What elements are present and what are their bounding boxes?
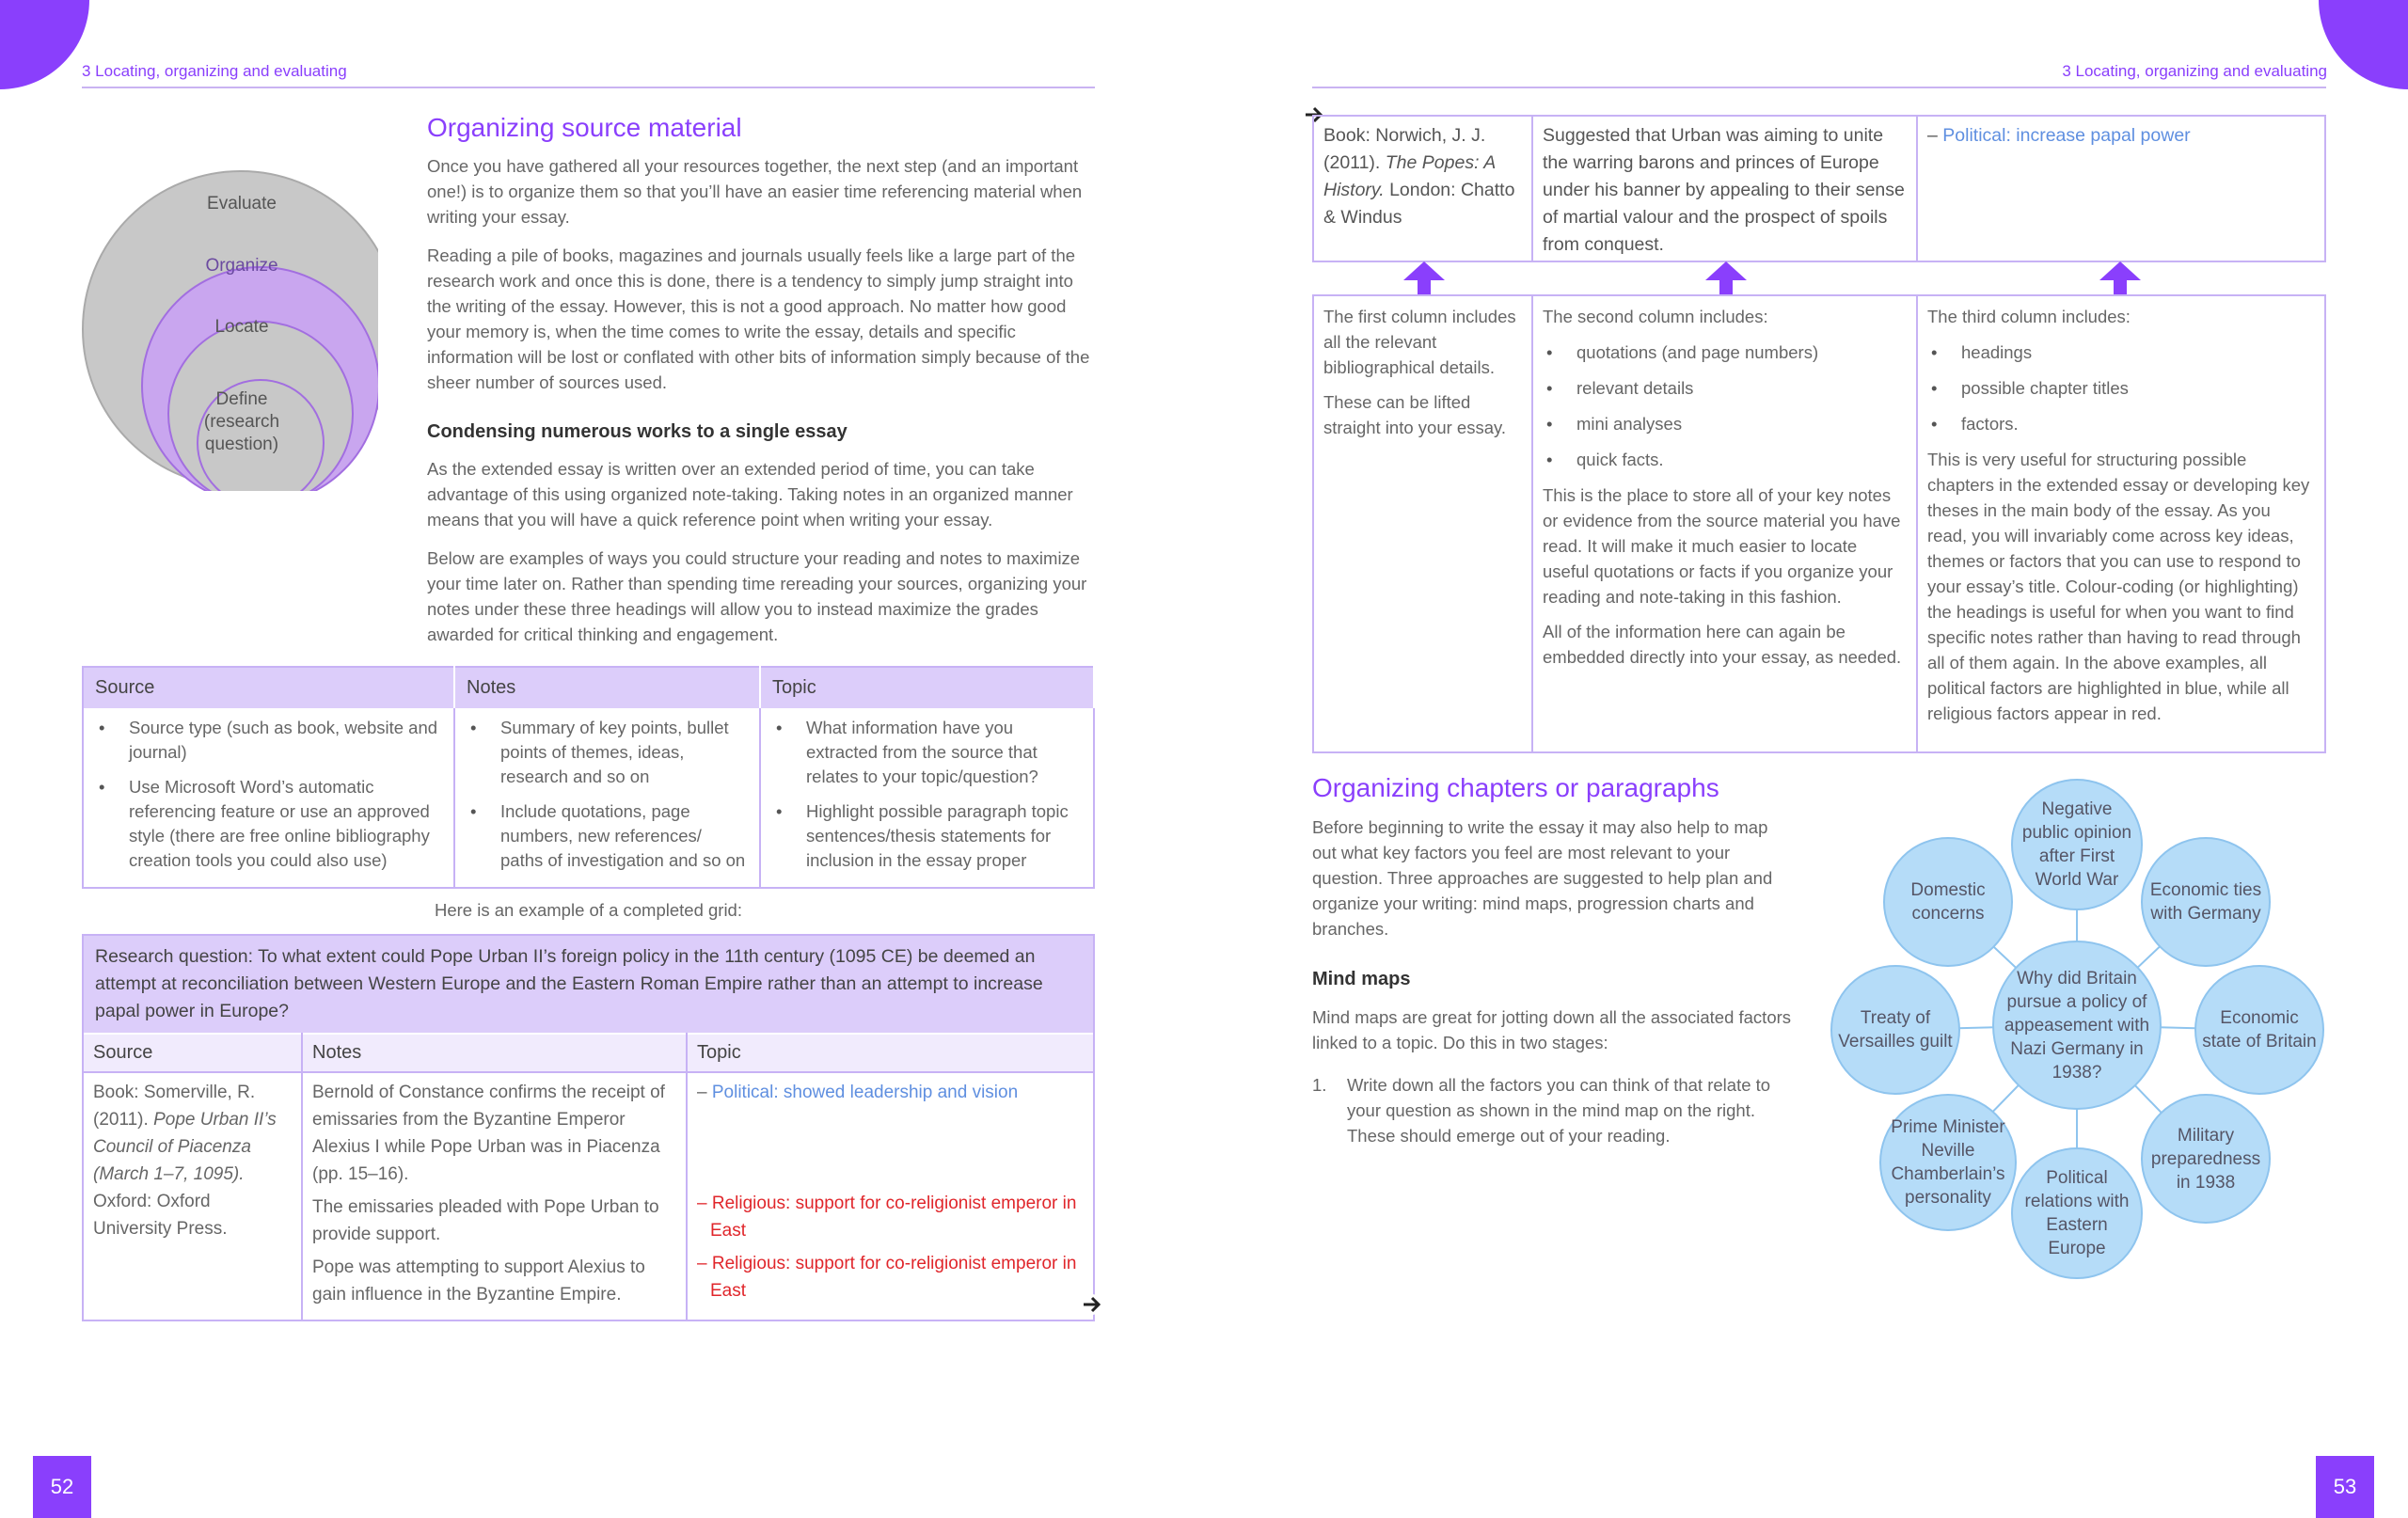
list-item: • Highlight possible paragraph topic sentences/thesis statements for inclusion in the essay proper (772, 799, 1082, 873)
topic-dash: – (697, 1254, 712, 1273)
example-grid (82, 934, 1095, 1321)
table-cell (83, 708, 454, 888)
list-item: • factors. (1927, 411, 2315, 436)
list-item: • headings (1927, 340, 2315, 365)
list-item-text: Write down all the factors you can think of that relate to your question as shown in the mind map on the right. These should emerge out of your reading. (1347, 1075, 1771, 1146)
topic-label: Political: increase papal power (1942, 125, 2191, 146)
condensing-text (427, 456, 1097, 660)
paragraph: Once you have gathered all your resources together, the next step (and an important one!) is to organize them so that you’ll have an easier time referencing material when writing your essay. (427, 156, 1083, 227)
list-item: • relevant details (1543, 375, 1907, 401)
up-arrow-icon (1403, 261, 1445, 280)
source-title: Pope Urban II’s Council of Piacenza (March 1–7, 1095). (93, 1110, 277, 1184)
column-intro: The second column includes: (1543, 307, 1768, 326)
example-grid-continued (1312, 115, 2326, 262)
topic-dash: – (697, 1083, 712, 1102)
topic-label: Religious: support for co-religionist emperor in East (710, 1194, 1077, 1241)
ring-label-define: Define (research question) (203, 389, 280, 454)
column-header-notes: Notes (302, 1034, 687, 1072)
explanation-column-1 (1313, 295, 1532, 752)
mind-map-center: Why did Britain pursue a policy of appeasement with Nazi Germany in 1938? (1992, 941, 2162, 1110)
page-number-right: 53 (2316, 1456, 2374, 1518)
mind-map-node: Economic ties with Germany (2141, 837, 2271, 967)
paragraph: The first column includes all the relevant bibliographical details. (1323, 307, 1516, 377)
topic-label: Religious: support for co-religionist emperor in East (710, 1254, 1077, 1301)
subheading-mind-maps: Mind maps (1312, 969, 1411, 989)
note: The emissaries pleaded with Pope Urban to provide support. (312, 1197, 659, 1244)
source-publisher: Oxford: Oxford University Press. (93, 1192, 228, 1239)
topic-religious (697, 1250, 1084, 1305)
table-cell (760, 708, 1094, 888)
ring-label-evaluate: Evaluate (207, 194, 277, 213)
explanation-column-2 (1532, 295, 1917, 752)
paragraph: All of the information here can again be embedded directly into your essay, as needed. (1543, 622, 1902, 667)
paragraph: Below are examples of ways you could structure your reading and notes to maximize your time later on. Rather than spending time rereading your sources, organizing your notes under these three headings will allow you to instead maximize the grades awarded for critical thinking and engagement. (427, 548, 1087, 644)
header-rule-right (1312, 87, 2326, 88)
mind-map-node: Prime Minister Neville Chamberlain’s personality (1879, 1094, 2017, 1231)
list-item: • Include quotations, page numbers, new references/ paths of investigation and so on (467, 799, 748, 873)
mind-maps-text: Mind maps are great for jotting down all the associated factors linked to a topic. Do this in two stages: (1312, 1007, 1792, 1052)
intro-text (427, 153, 1097, 408)
research-question-label: Research question: (95, 946, 254, 967)
list-item: • Source type (such as book, website and journal) (95, 716, 442, 765)
source-text: Book: Norwich, J. J. (2011). (1323, 125, 1486, 173)
mind-map-node: Economic state of Britain (2194, 965, 2324, 1095)
column-intro: The third column includes: (1927, 307, 2131, 326)
page-number-left: 52 (33, 1456, 91, 1518)
up-arrow-stem (2114, 279, 2127, 294)
structure-table (82, 666, 1095, 889)
ring-label-locate: Locate (214, 317, 269, 337)
list-item: • quick facts. (1543, 447, 1907, 472)
up-arrow-stem (1719, 279, 1733, 294)
paragraph: As the extended essay is written over an extended period of time, you can take advantage of this using organized note-taking. Taking notes in an organized manner means that you will have a quick reference point when writing your essay. (427, 459, 1073, 530)
research-question-text: To what extent could Pope Urban II’s foreign policy in the 11th century (1095 CE) be deemed an attempt at reconciliation between Western Europe and the Eastern Roman Empire rather than an attempt to increase papal power in Europe? (95, 946, 1043, 1021)
column-header-source: Source (84, 1034, 302, 1072)
up-arrow-icon (2099, 261, 2141, 280)
mind-map-node: Military preparedness in 1938 (2141, 1094, 2271, 1224)
paragraph: This is the place to store all of your key notes or evidence from the source material you have read. It will make it much easier to locate useful quotations or facts if you organize your reading and note-taking in this fashion. (1543, 485, 1901, 607)
header-rule-left (82, 87, 1095, 88)
topic-label: Political: showed leadership and vision (711, 1083, 1019, 1102)
up-arrow-icon (1705, 261, 1747, 280)
notes-cell (302, 1072, 687, 1320)
list-item: • Use Microsoft Word’s automatic referencing feature or use an approved style (there are free online bibliography creation tools you could also use) (95, 775, 442, 873)
topic-political (697, 1079, 1084, 1106)
column-header-topic: Topic (687, 1034, 1093, 1072)
research-question (84, 936, 1093, 1033)
list-item: • Summary of key points, bullet points of themes, ideas, research and so on (467, 716, 748, 789)
topic-cell (1917, 116, 2325, 261)
list-item: • possible chapter titles (1927, 375, 2315, 401)
source-cell (84, 1072, 302, 1320)
mind-map-node: Political relations with Eastern Europe (2011, 1147, 2143, 1279)
column-header-topic: Topic (760, 667, 1094, 708)
column-header-source: Source (83, 667, 454, 708)
example-caption: Here is an example of a completed grid: (434, 900, 742, 920)
explanation-table (1312, 294, 2326, 753)
column-header-notes: Notes (454, 667, 760, 708)
mind-map-node: Domestic concerns (1883, 837, 2013, 967)
section-title-organizing-chapters: Organizing chapters or paragraphs (1312, 773, 1719, 802)
list-item: • What information have you extracted from the source that relates to your topic/question? (772, 716, 1082, 789)
chapters-intro: Before beginning to write the essay it may also help to map out what key factors you feel are most relevant to your question. Three approaches are suggested to help plan and organize your writing: mind maps, progression charts and branches. (1312, 817, 1773, 939)
explanation-column-3 (1917, 295, 2325, 752)
corner-decoration-right (2319, 0, 2408, 89)
list-item: • mini analyses (1543, 411, 1907, 436)
list-number: 1. (1312, 1075, 1327, 1095)
source-cell (1313, 116, 1532, 261)
subheading-condensing: Condensing numerous works to a single essay (427, 421, 848, 442)
note: Bernold of Constance confirms the receipt of emissaries from the Byzantine Emperor Alexius I while Pope Urban was in Piacenza (pp. 15–16). (312, 1083, 665, 1184)
paragraph: These can be lifted straight into your essay. (1323, 392, 1506, 437)
up-arrow-stem (1418, 279, 1431, 294)
source-title: The Popes: A History. (1323, 152, 1496, 200)
running-head-right: 3 Locating, organizing and evaluating (2062, 62, 2327, 80)
source-publisher: London: Chatto & Windus (1323, 180, 1515, 228)
note: Pope was attempting to support Alexius to gain influence in the Byzantine Empire. (312, 1257, 645, 1305)
ring-label-organize: Organize (205, 256, 278, 276)
mind-map-node: Treaty of Versailles guilt (1830, 965, 1960, 1095)
topic-cell (687, 1072, 1093, 1320)
topic-dash: – (697, 1194, 712, 1213)
list-item: • quotations (and page numbers) (1543, 340, 1907, 365)
corner-decoration-left (0, 0, 89, 89)
topic-dash: – (1927, 125, 1943, 146)
notes-cell: Suggested that Urban was aiming to unite the warring barons and princes of Europe under his banner by appealing to their sense of martial valour and the prospect of spoils from conquest. (1532, 116, 1917, 261)
source-text: Book: Somerville, R. (2011). (93, 1083, 256, 1130)
topic-religious (697, 1190, 1084, 1244)
running-head-left: 3 Locating, organizing and evaluating (82, 62, 347, 80)
table-cell (454, 708, 760, 888)
continue-arrow-icon (1081, 1293, 1103, 1316)
paragraph: This is very useful for structuring possible chapters in the extended essay or developing key theses in the main body of the essay. As you read, you will invariably come across key ideas, themes or factors that you can use to respond to your essay’s title. Colour-coding (or highlighting) the headings is useful for when you want to find specific notes rather than having to read through all of them again. In the above examples, all political factors are highlighted in blue, while all religious factors appear in red. (1927, 450, 2310, 723)
mind-map-node: Negative public opinion after First World War (2011, 779, 2143, 910)
example-grid-table (84, 1033, 1093, 1320)
paragraph: Reading a pile of books, magazines and journals usually feels like a large part of the research work and once this is done, there is a tendency to simply jump straight into the writing of the essay. However, this is not a good approach. No matter how good your memory is, when the time comes to write the essay, details and specific information will be lost or conflated with other bits of information simply because of the sheer number of sources used. (427, 245, 1090, 392)
section-title-organizing-source: Organizing source material (427, 113, 742, 142)
